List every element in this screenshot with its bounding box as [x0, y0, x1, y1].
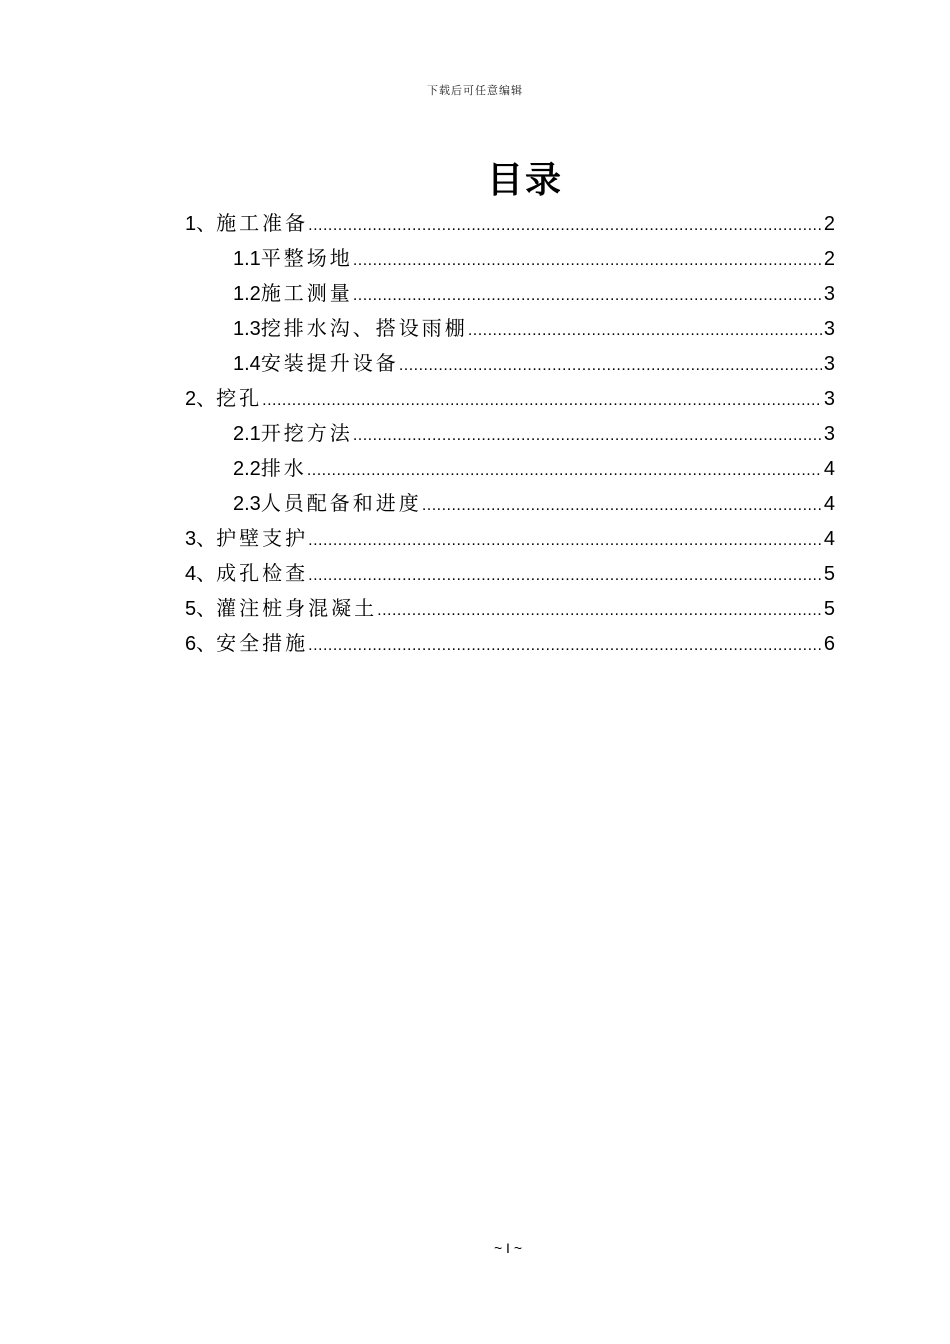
- toc-entry-number: 1.4: [233, 353, 261, 375]
- toc-entry-title: 成孔检查: [216, 561, 309, 585]
- toc-dot-leader: [308, 208, 822, 243]
- toc-entry-number: 1.2: [233, 283, 261, 305]
- toc-entry-number: 4、: [185, 563, 217, 585]
- toc-title: 目录: [486, 160, 563, 201]
- toc-entry[interactable]: [185, 521, 835, 556]
- toc-entry[interactable]: [185, 591, 835, 626]
- toc-entry[interactable]: [185, 486, 835, 521]
- toc-entry-title: 施工测量: [260, 281, 353, 305]
- toc-entry[interactable]: [185, 451, 835, 486]
- toc-entry[interactable]: [185, 276, 835, 311]
- toc-entry-page: 3: [823, 318, 835, 340]
- toc-dot-leader: [308, 523, 822, 558]
- toc-entry-number: 2.2: [233, 458, 261, 480]
- toc-entry[interactable]: [185, 556, 835, 591]
- toc-entry-title: 平整场地: [260, 246, 353, 270]
- header-note: 下载后可任意编辑: [427, 84, 523, 97]
- toc-entry[interactable]: [185, 241, 835, 276]
- toc-dot-leader: [308, 628, 822, 663]
- toc-entry[interactable]: [185, 311, 835, 346]
- toc-entry-number: 2.3: [233, 493, 261, 515]
- toc-entry-page: 4: [823, 458, 835, 480]
- toc-entry-title: 护壁支护: [216, 526, 309, 550]
- toc-entry-page: 4: [823, 493, 835, 515]
- toc-entry-page: 3: [823, 283, 835, 305]
- toc-dot-leader: [422, 488, 822, 523]
- toc-entry[interactable]: [185, 626, 835, 661]
- toc-dot-leader: [262, 383, 822, 418]
- toc-dot-leader: [468, 313, 822, 348]
- table-of-contents: [185, 206, 835, 661]
- toc-entry-number: 1.3: [233, 318, 261, 340]
- toc-entry-number: 5、: [185, 598, 217, 620]
- toc-dot-leader: [399, 348, 822, 383]
- toc-entry-title: 灌注桩身混凝土: [216, 596, 378, 620]
- toc-entry-number: 1、: [185, 213, 217, 235]
- page-number-footer: ~ I ~: [493, 1240, 523, 1256]
- toc-entry-title: 人员配备和进度: [260, 491, 422, 515]
- toc-entry-title: 挖排水沟、搭设雨棚: [260, 316, 468, 340]
- toc-entry-page: 5: [823, 598, 835, 620]
- toc-entry-title: 排水: [260, 456, 307, 480]
- toc-entry-title: 开挖方法: [260, 421, 353, 445]
- toc-dot-leader: [353, 278, 822, 313]
- toc-entry-title: 安全措施: [216, 631, 309, 655]
- toc-entry-title: 安装提升设备: [260, 351, 399, 375]
- toc-entry-page: 2: [823, 213, 835, 235]
- toc-dot-leader: [377, 593, 822, 628]
- toc-entry[interactable]: [185, 381, 835, 416]
- toc-entry-page: 3: [823, 353, 835, 375]
- toc-entry-number: 1.1: [233, 248, 261, 270]
- toc-entry-number: 3、: [185, 528, 217, 550]
- toc-entry-number: 2、: [185, 388, 217, 410]
- toc-dot-leader: [353, 243, 822, 278]
- toc-entry-title: 挖孔: [216, 386, 263, 410]
- toc-entry-page: 5: [823, 563, 835, 585]
- toc-entry-page: 6: [823, 633, 835, 655]
- toc-entry-number: 2.1: [233, 423, 261, 445]
- toc-dot-leader: [307, 453, 822, 488]
- toc-entry[interactable]: [185, 346, 835, 381]
- toc-entry-title: 施工准备: [216, 211, 309, 235]
- toc-entry-page: 4: [823, 528, 835, 550]
- toc-entry-page: 2: [823, 248, 835, 270]
- toc-entry[interactable]: [185, 416, 835, 451]
- toc-dot-leader: [308, 558, 822, 593]
- toc-entry-page: 3: [823, 423, 835, 445]
- toc-dot-leader: [353, 418, 822, 453]
- toc-entry-number: 6、: [185, 633, 217, 655]
- toc-entry[interactable]: [185, 206, 835, 241]
- toc-entry-page: 3: [823, 388, 835, 410]
